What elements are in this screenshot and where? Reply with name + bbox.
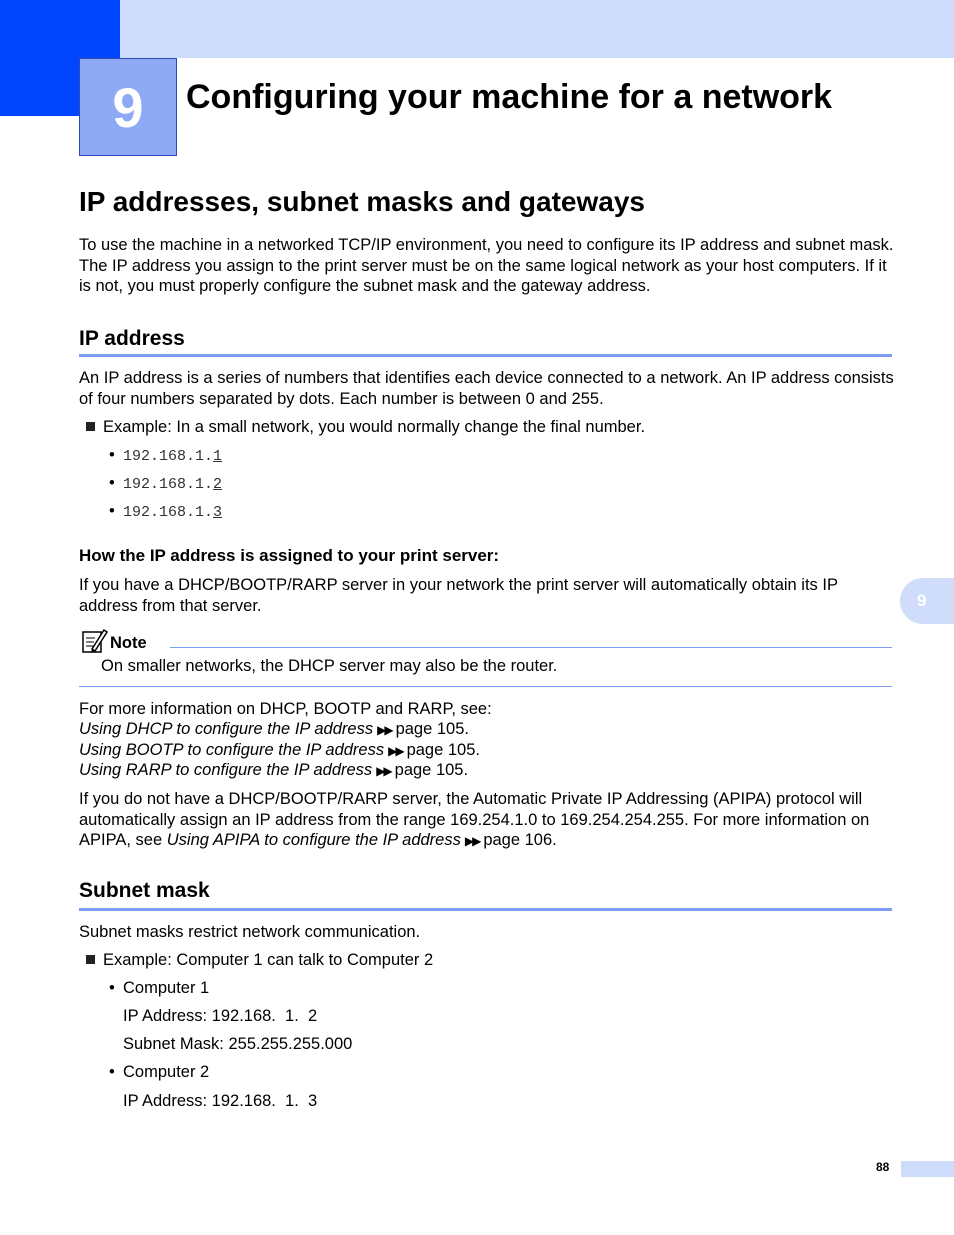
chapter-side-tab (900, 578, 954, 624)
ip-prefix: 192.168.1. (123, 476, 214, 493)
note-bottom-rule (79, 686, 892, 687)
ip-address-description: An IP address is a series of numbers that identifies each device connected to a network. An IP address consists of four numbers separated by dots. Each number is between 0 and 255. (79, 369, 894, 408)
note-text: On smaller networks, the DHCP server may also be the router. (101, 657, 558, 675)
ip-address-heading: IP address (79, 327, 185, 350)
bullet-dot-icon: • (109, 502, 115, 520)
chapter-number-box (79, 58, 177, 156)
computer1-label: Computer 1 (123, 979, 210, 997)
more-info-text: For more information on DHCP, BOOTP and RARP, see: (79, 700, 492, 718)
section-title: IP addresses, subnet masks and gateways (79, 186, 645, 217)
footer-band (901, 1161, 954, 1177)
chapter-number: 9 (112, 75, 144, 139)
ref-page: page 105. (406, 741, 480, 759)
ref-page: page 105. (394, 761, 469, 779)
ref-link[interactable]: Using BOOTP to configure the IP address (79, 741, 385, 759)
ref-page: page 105. (395, 720, 469, 738)
computer2-ip: IP Address: 192.168. 1. 3 (123, 1092, 318, 1110)
subnet-example-bullet (86, 951, 433, 970)
ip-prefix: 192.168.1. (123, 448, 214, 465)
double-chevron-right-icon: ▶▶ (376, 764, 391, 778)
ip-last-octet: 2 (213, 476, 223, 493)
chapter-title: Configuring your machine for a network (186, 78, 833, 116)
computer1-item (109, 979, 209, 998)
subnet-description: Subnet masks restrict network communication. (79, 923, 421, 941)
note-label: Note (110, 634, 147, 652)
apipa-page: page 106. (483, 831, 557, 849)
header-band (0, 0, 954, 58)
ref-link[interactable]: Using RARP to configure the IP address (79, 761, 373, 779)
page-number: 88 (876, 1160, 890, 1174)
ip-example-bullet (86, 418, 645, 437)
side-tab-number: 9 (917, 591, 927, 610)
ip-last-octet: 3 (213, 504, 223, 521)
computer2-item (109, 1063, 209, 1082)
subnet-example-text: Example: Computer 1 can talk to Computer 2 (103, 951, 434, 969)
square-bullet-icon (86, 955, 95, 964)
ip-prefix: 192.168.1. (123, 504, 214, 521)
subnet-heading: Subnet mask (79, 879, 210, 902)
ref-bootp (79, 741, 480, 760)
apipa-text: If you do not have a DHCP/BOOTP/RARP server, the Automatic Private IP Addressing (APIPA) protocol will automatically assign an IP address from the range 169.254.1.0 to 169.254.254.255. For more information on APIPA, see (79, 790, 870, 849)
heading-rule (79, 908, 892, 911)
ip-example-item (109, 474, 222, 493)
assign-heading: How the IP address is assigned to your print server: (79, 546, 500, 565)
bullet-dot-icon: • (109, 979, 115, 997)
ip-example-text: Example: In a small network, you would normally change the final number. (103, 418, 646, 436)
ref-link[interactable]: Using DHCP to configure the IP address (79, 720, 374, 738)
bullet-dot-icon: • (109, 474, 115, 492)
note-divider (170, 647, 892, 648)
computer1-ip: IP Address: 192.168. 1. 2 (123, 1007, 318, 1025)
ip-example-item (109, 502, 222, 521)
ref-rarp (79, 761, 468, 780)
computer2-label: Computer 2 (123, 1063, 210, 1081)
assign-description: If you have a DHCP/BOOTP/RARP server in your network the print server will automatically obtain its IP address from that server. (79, 576, 838, 615)
double-chevron-right-icon: ▶▶ (388, 744, 403, 758)
square-bullet-icon (86, 422, 95, 431)
double-chevron-right-icon: ▶▶ (377, 723, 392, 737)
bullet-dot-icon: • (109, 446, 115, 464)
ref-dhcp (79, 720, 469, 739)
ip-last-octet: 1 (213, 448, 223, 465)
ip-example-item (109, 446, 222, 465)
computer1-mask: Subnet Mask: 255.255.255.000 (123, 1035, 353, 1053)
apipa-ref-link[interactable]: Using APIPA to configure the IP address (166, 831, 461, 849)
heading-rule (79, 354, 892, 357)
section-intro: To use the machine in a networked TCP/IP environment, you need to configure its IP address and subnet mask. The IP address you assign to the print server must be on the same logical network as your host computers. If it is not, you must properly configure the subnet mask and the gateway address. (79, 236, 894, 295)
note-pencil-icon (80, 627, 108, 655)
double-chevron-right-icon: ▶▶ (464, 834, 480, 848)
bullet-dot-icon: • (109, 1063, 115, 1081)
apipa-paragraph (79, 789, 894, 852)
